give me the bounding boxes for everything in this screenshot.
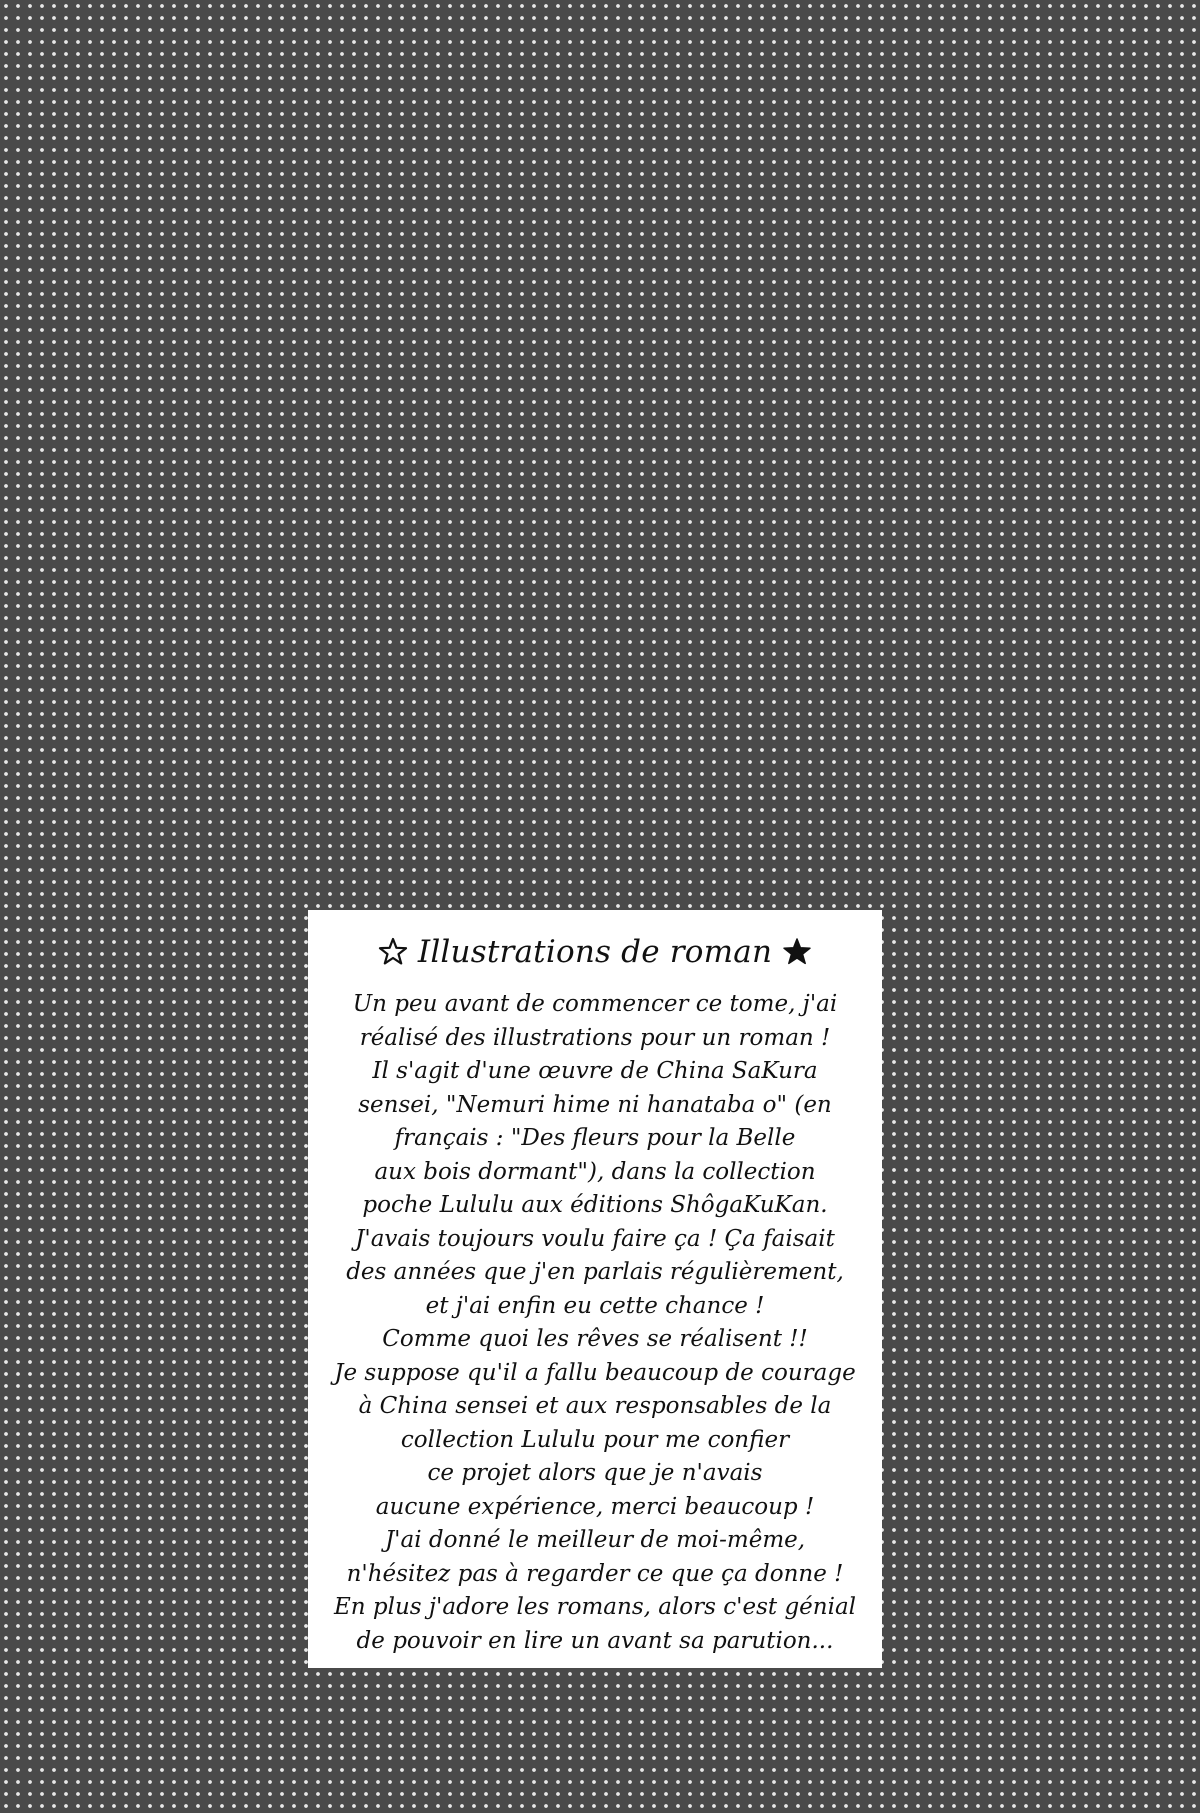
body-line-3: Il s'agit d'une œuvre de China SaKura [372,1058,818,1084]
body-line-16: aucune expérience, merci beaucoup ! [375,1493,815,1520]
body-line-20: de pouvoir en lire un avant sa parution... [356,1627,834,1654]
body-line-9: des années que j'en parlais régulièrement, [346,1259,844,1285]
outline-star-icon [378,937,408,967]
body-line-7: poche Lululu aux éditions ShôgaKuKan. [362,1192,828,1218]
body-line-14: collection Lululu pour me confier [400,1426,790,1453]
body-line-11: Comme quoi les rêves se réalisent !! [382,1326,808,1352]
body-line-10: et j'ai enfin eu cette chance ! [425,1292,765,1319]
body-line-4: sensei, "Nemuri hime ni hanataba o" (en [358,1091,832,1118]
body-line-17: J'ai donné le meilleur de moi-même, [384,1527,806,1553]
body-line-18: n'hésitez pas à regarder ce que ça donne ! [346,1560,844,1587]
body-line-12: Je suppose qu'il a fallu beaucoup de courage [334,1359,856,1386]
body-line-13: à China sensei et aux responsables de la [358,1393,832,1419]
title: Illustrations de roman [417,933,773,970]
filled-star-icon [782,937,812,967]
body-line-1: Un peu avant de commencer ce tome, j'ai [352,991,838,1017]
body-line-2: réalisé des illustrations pour un roman ! [359,1024,831,1051]
body-line-6: aux bois dormant"), dans la collection [374,1158,816,1185]
title-row [322,928,868,976]
body-line-8: J'avais toujours voulu faire ça ! Ça faisait [355,1225,835,1252]
body-line-5: français : "Des fleurs pour la Belle [394,1125,796,1151]
body-line-15: ce projet alors que je n'avais [427,1460,763,1486]
body-text [322,988,868,1658]
text-box [308,910,882,1668]
body-line-19: En plus j'adore les romans, alors c'est génial [333,1594,857,1620]
